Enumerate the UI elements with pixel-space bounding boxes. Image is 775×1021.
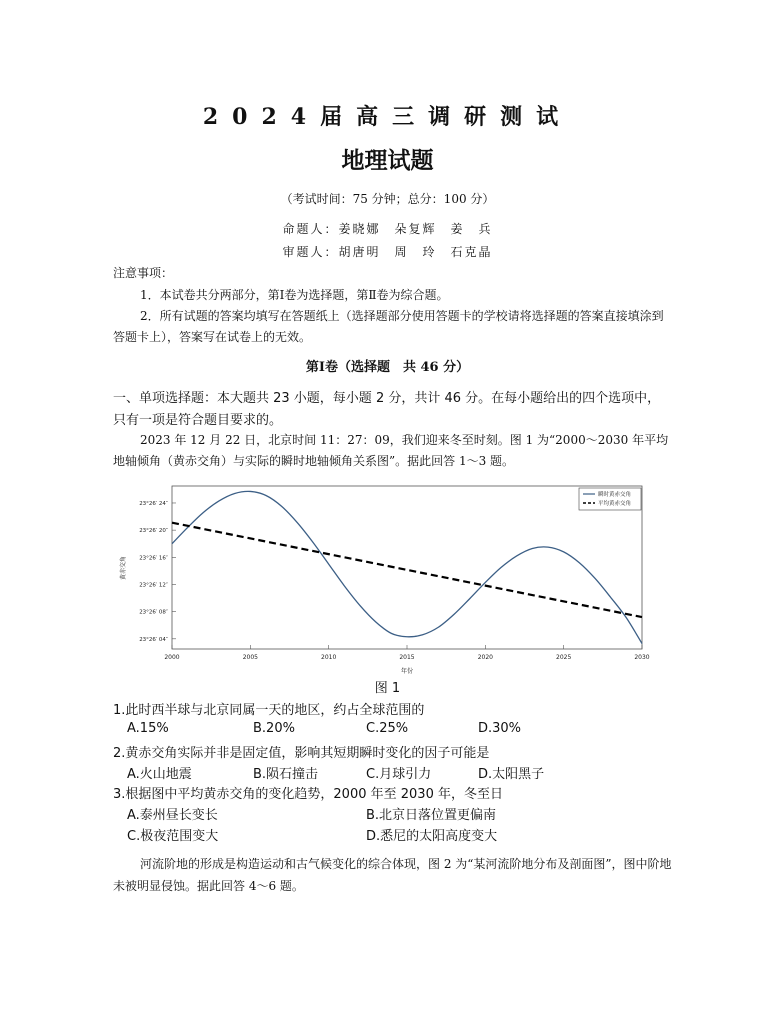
question-1-stem: 1.此时西半球与北京同属一天的地区，约占全球范围的 bbox=[113, 703, 425, 718]
y-tick-label: 23°26′ 20″ bbox=[139, 528, 168, 535]
question-2-option-a[interactable]: A.火山地震 bbox=[127, 767, 192, 782]
question-2-option-b[interactable]: B.陨石撞击 bbox=[253, 767, 319, 782]
question-1-option-c[interactable]: C.25% bbox=[366, 721, 409, 736]
section-heading: 一、单项选择题：本大题共 23 小题，每小题 2 分，共计 46 分。在每小题给出的四个选项中，只有一项是符合题目要求的。 bbox=[113, 391, 661, 428]
question-1-option-a[interactable]: A.15% bbox=[127, 721, 169, 736]
question-intro: 2023 年 12 月 22 日，北京时间 11：27：09，我们迎来冬至时刻。图 1 为“2000～2030 年平均地轴倾角（黄赤交角）与实际的瞬时地轴倾角关系图”。据此回答 1～3 题。 bbox=[113, 433, 669, 468]
exam-title: 2024届高三调研测试 bbox=[202, 104, 573, 130]
question-2-option-c[interactable]: C.月球引力 bbox=[366, 767, 432, 782]
x-tick-label: 2005 bbox=[242, 654, 258, 661]
figure-caption: 图 1 bbox=[374, 681, 401, 696]
y-tick-label: 23°26′ 04″ bbox=[139, 636, 168, 643]
x-tick-label: 2010 bbox=[321, 654, 337, 661]
question-3-option-a[interactable]: A.泰州昼长变长 bbox=[127, 808, 218, 823]
question-3-option-d[interactable]: D.悉尼的太阳高度变大 bbox=[366, 829, 498, 844]
y-tick-label: 23°26′ 08″ bbox=[139, 609, 168, 616]
question-1-option-b[interactable]: B.20% bbox=[253, 721, 295, 736]
notice-item-2: 2．所有试题的答案均填写在答题纸上（选择题部分使用答题卡的学校请将选择题的答案直接填涂到答题卡上），答案写在试卷上的无效。 bbox=[113, 309, 664, 344]
question-3-stem: 3.根据图中平均黄赤交角的变化趋势，2000 年至 2030 年，冬至日 bbox=[113, 787, 503, 802]
x-tick-label: 2025 bbox=[556, 654, 572, 661]
x-tick-label: 2000 bbox=[164, 654, 180, 661]
figure-1-chart bbox=[113, 480, 663, 675]
notice-item-1: 1．本试卷共分两部分，第Ⅰ卷为选择题，第Ⅱ卷为综合题。 bbox=[140, 288, 449, 302]
question-2-option-d[interactable]: D.太阳黑子 bbox=[478, 767, 545, 782]
y-axis-ticks bbox=[139, 501, 176, 643]
x-tick-label: 2015 bbox=[399, 654, 415, 661]
chart-svg bbox=[113, 480, 663, 675]
question-3-option-b[interactable]: B.北京日落位置更偏南 bbox=[366, 808, 497, 823]
passage-4-6: 河流阶地的形成是构造运动和古气候变化的综合体现，图 2 为“某河流阶地分布及剖面图”，图中阶地未被明显侵蚀。据此回答 4～6 题。 bbox=[113, 857, 672, 893]
y-tick-label: 23°26′ 24″ bbox=[139, 500, 168, 507]
notice-heading: 注意事项： bbox=[113, 266, 174, 280]
x-tick-label: 2020 bbox=[477, 654, 493, 661]
part-title: 第Ⅰ卷（选择题 共 46 分） bbox=[305, 360, 470, 375]
question-1-option-d[interactable]: D.30% bbox=[478, 721, 522, 736]
legend-label-mean: 平均黄赤交角 bbox=[598, 501, 632, 507]
question-3-option-c[interactable]: C.极夜范围变大 bbox=[127, 829, 219, 844]
y-tick-label: 23°26′ 16″ bbox=[139, 555, 168, 562]
y-tick-label: 23°26′ 12″ bbox=[139, 582, 168, 589]
reviewers-line: 审题人：胡唐明 周 玲 石克晶 bbox=[282, 245, 493, 259]
x-axis-label: 年份 bbox=[400, 668, 414, 675]
question-2-stem: 2.黄赤交角实际并非是固定值，影响其短期瞬时变化的因子可能是 bbox=[113, 746, 490, 761]
y-axis-label: 黄赤交角 bbox=[120, 555, 127, 581]
x-tick-label: 2030 bbox=[634, 654, 650, 661]
legend-label-instant: 瞬时黄赤交角 bbox=[598, 492, 632, 498]
chart-legend bbox=[579, 488, 641, 510]
subject-title: 地理试题 bbox=[341, 148, 434, 174]
time-note: （考试时间：75 分钟；总分：100 分） bbox=[280, 192, 495, 206]
plot-frame bbox=[172, 486, 642, 649]
authors-line: 命题人：姜晓娜 朵复辉 姜 兵 bbox=[282, 222, 493, 236]
